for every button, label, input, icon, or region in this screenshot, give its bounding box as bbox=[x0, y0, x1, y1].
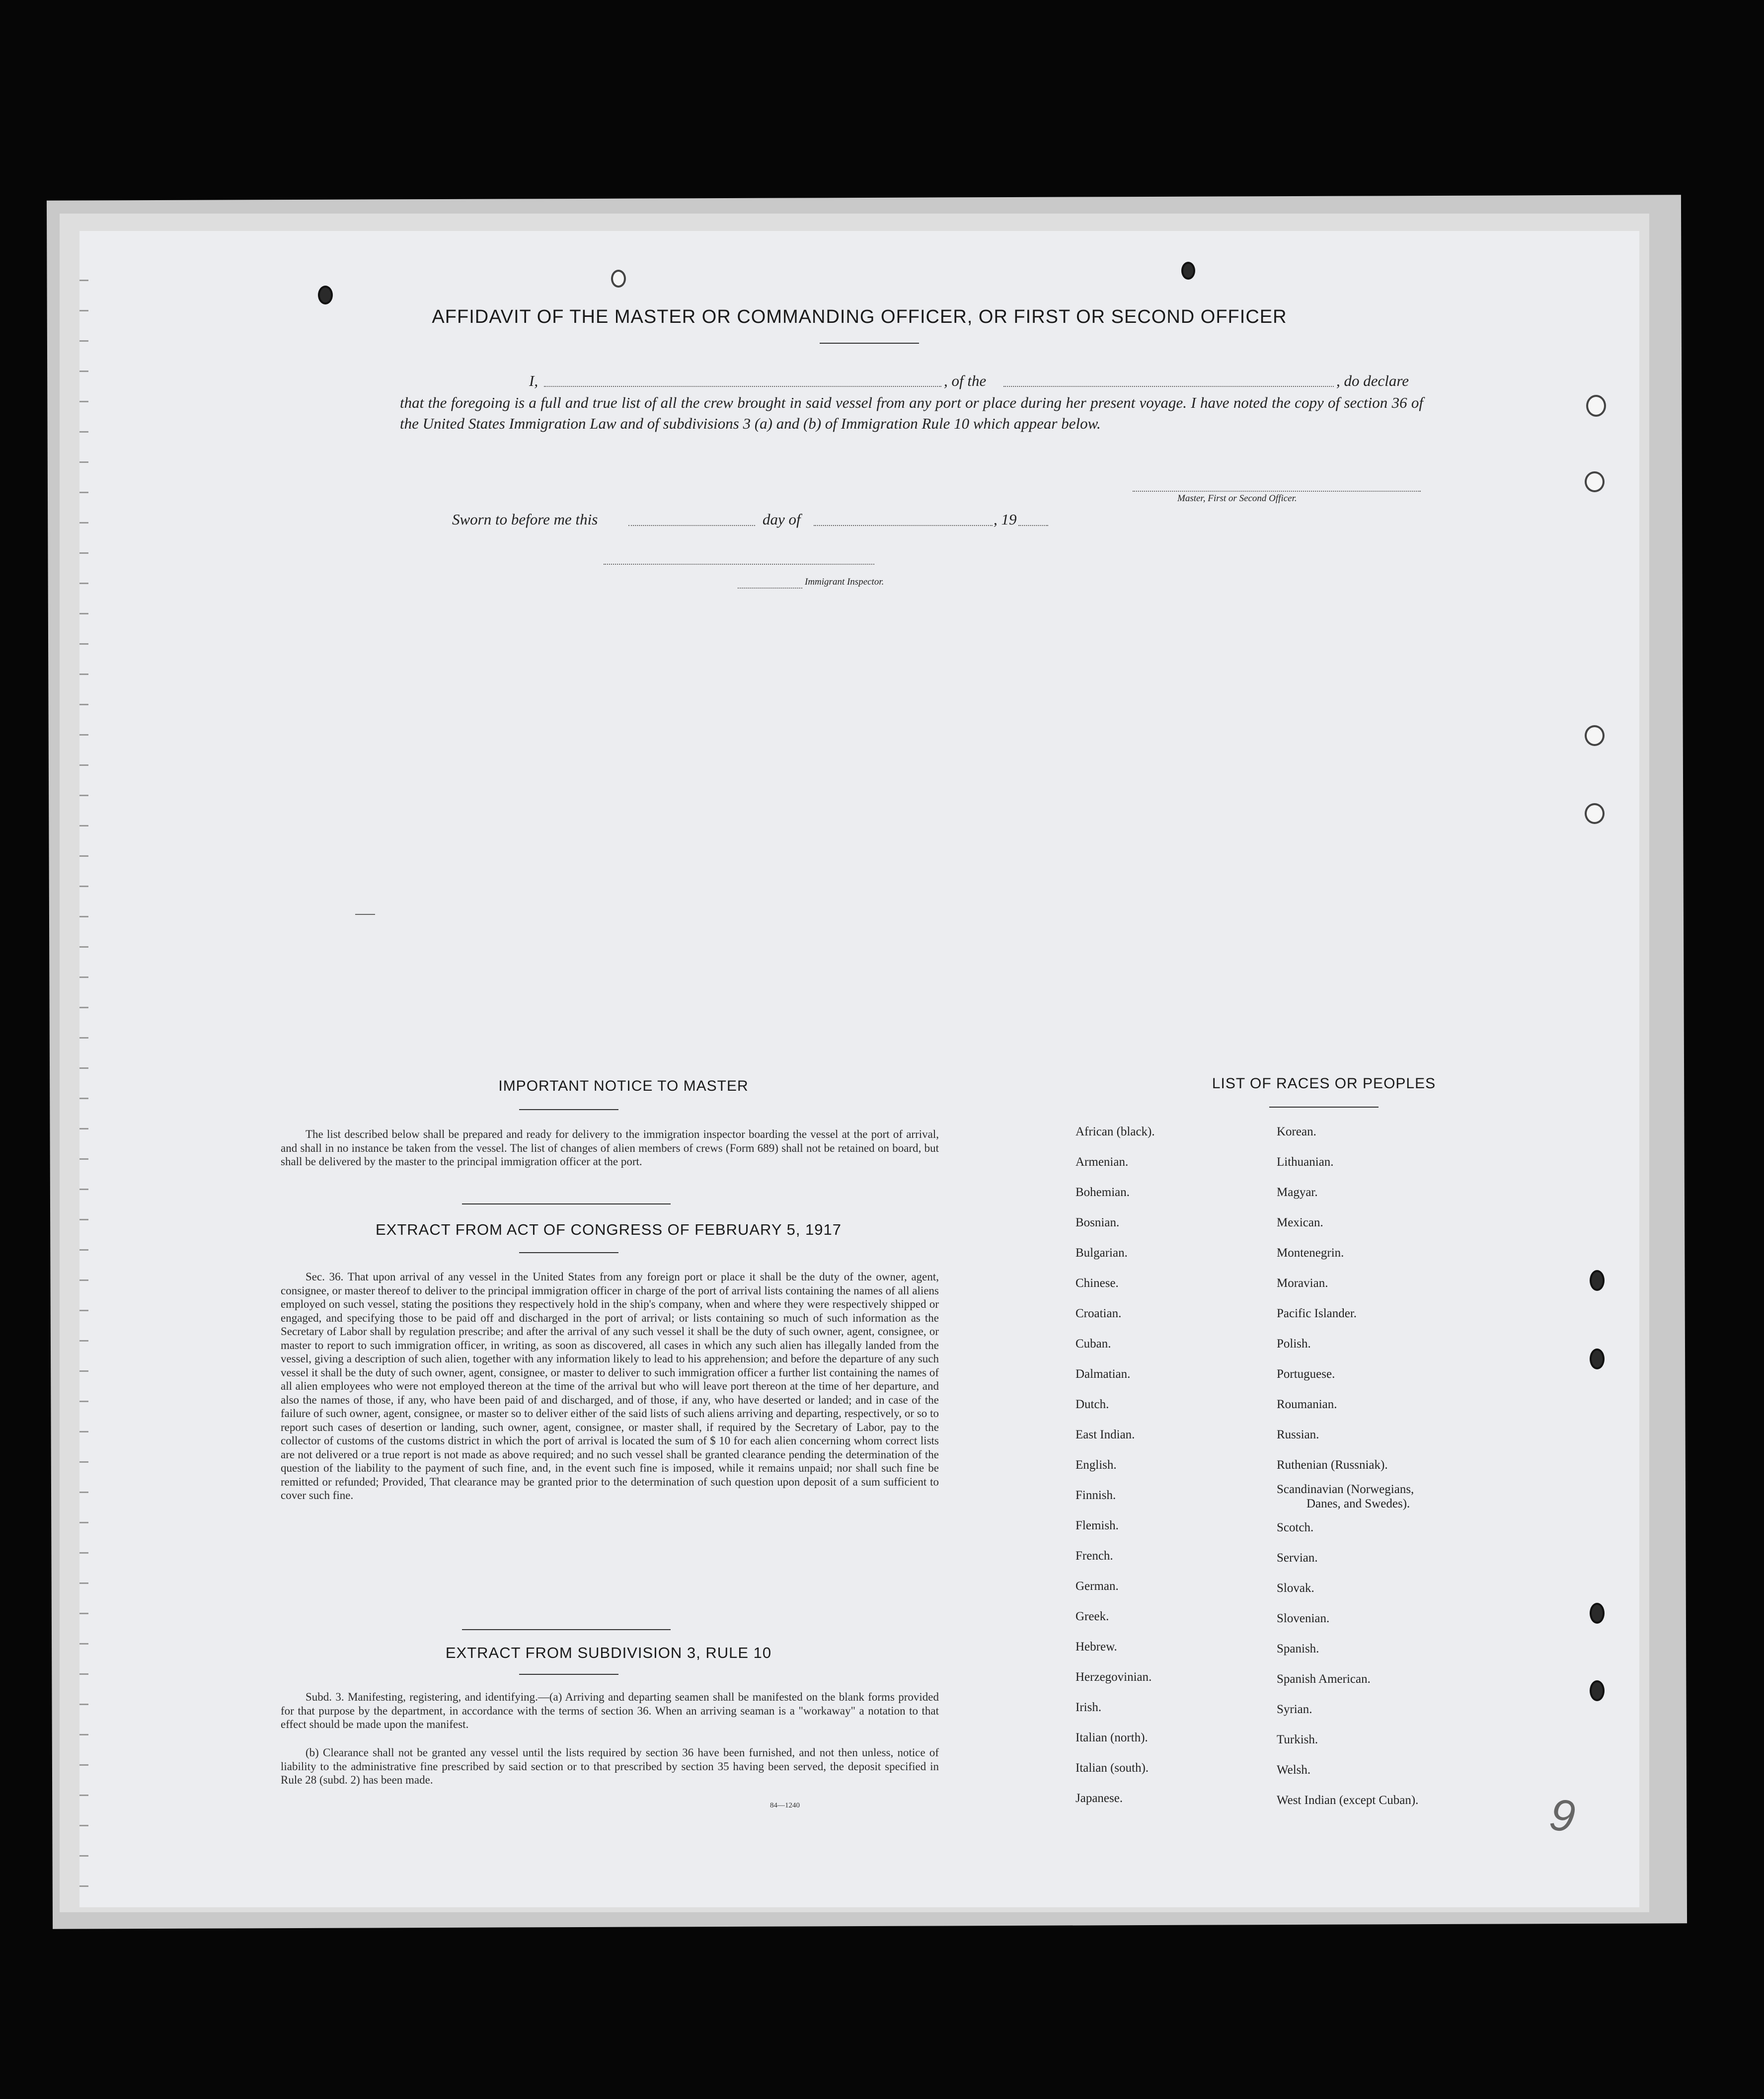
act-bottom-rule bbox=[519, 1252, 618, 1253]
races-rule bbox=[1269, 1107, 1379, 1108]
race-entry: Magyar. bbox=[1277, 1186, 1318, 1199]
notice-rule bbox=[519, 1109, 618, 1110]
race-entry: West Indian (except Cuban). bbox=[1277, 1794, 1419, 1807]
punch-hole-icon bbox=[1590, 1270, 1605, 1291]
race-entry: East Indian. bbox=[1075, 1428, 1135, 1441]
inspector-signature-field[interactable] bbox=[604, 564, 874, 565]
race-entry: Roumanian. bbox=[1277, 1398, 1337, 1411]
races-heading: LIST OF RACES OR PEOPLES bbox=[1212, 1075, 1436, 1092]
notice-heading: IMPORTANT NOTICE TO MASTER bbox=[498, 1078, 749, 1094]
punch-hole-icon bbox=[1590, 1680, 1605, 1701]
race-entry: Ruthenian (Russniak). bbox=[1277, 1458, 1388, 1472]
race-entry: English. bbox=[1075, 1458, 1117, 1472]
scan-mark bbox=[355, 914, 375, 915]
sworn-day-field[interactable] bbox=[628, 525, 755, 526]
title-rule bbox=[820, 343, 919, 344]
race-entry: Moravian. bbox=[1277, 1276, 1328, 1290]
underlying-sheet-ruling bbox=[79, 251, 88, 1890]
race-entry: French. bbox=[1075, 1549, 1113, 1563]
affidavit-title: AFFIDAVIT OF THE MASTER OR COMMANDING OFFICER, OR FIRST OR SECOND OFFICER bbox=[432, 306, 1287, 327]
race-entry: Russian. bbox=[1277, 1428, 1319, 1441]
race-entry: Croatian. bbox=[1075, 1307, 1122, 1320]
section-36-text: Sec. 36. That upon arrival of any vessel in the United States from any foreign port or place it shall be the duty of the owner, agent, consignee, or master thereof to deliver to the principal immigration officer in charge of the port of arrival lists containing the names of all aliens employed on such vessel, stating the positions they respectively hold in the ship's company, when and where they were respectively shipped or engaged, and specifying those to be paid off and discharged in the port of arrival; or lists containing so much of such information as the Secretary of Labor shall by regulation prescribe; and after the arrival of any such vessel it shall be the duty of such owner, agent, consignee, or master to report to such immigration officer, in writing, as soon as discovered, all cases in which any such alien has illegally landed from the vessel, giving a description of such alien, together with any information likely to lead to his apprehension; and before the departure of any such vessel it shall be the duty of such owner, agent, consignee, or master to deliver to such immigration officer a further list containing the names of all alien employees who were not employed thereon at the time of the arrival but who will leave port thereon at the time of her departure, and also the names of those, if any, who have been paid of and discharged, and of those, if any, who have deserted or landed; and in case of the failure of such owner, agent, consignee, or master so to deliver either of the said lists of such aliens arriving and departing, respectively, or so to report such cases of desertion or landing, such owner, agent, consignee, or master shall, if required by the Secretary of Labor, pay to the collector of customs of the customs district in which the port of arrival is located the sum of $ 10 for each alien concerning whom correct lists are not delivered or a true report is not made as above required; and no such vessel shall be granted clearance pending the determination of the question of the liability to the payment of such fine, and, in the event such fine is imposed, while it remains unpaid; nor shall such fine be remitted or refunded; Provided, That clearance may be granted prior to the determination of such question upon deposit of a sum sufficient to cover such fine. bbox=[281, 1271, 939, 1501]
subdivision-3a-text: Subd. 3. Manifesting, registering, and identifying.—(a) Arriving and departing seamen shall be manifested on the blank forms provided for that purpose by the department, in accordance with the terms of section 36. When an arriving seaman is a "workaway" a notation to that effect should be made upon the manifest. bbox=[281, 1691, 939, 1730]
race-entry: Cuban. bbox=[1075, 1337, 1111, 1350]
day-of-label: day of bbox=[763, 511, 801, 528]
punch-hole-icon bbox=[1590, 1349, 1605, 1369]
punch-hole-icon bbox=[1585, 725, 1605, 746]
race-entry: Syrian. bbox=[1277, 1703, 1312, 1716]
race-entry: Flemish. bbox=[1075, 1519, 1119, 1532]
race-entry: Spanish. bbox=[1277, 1642, 1319, 1655]
race-entry: Bulgarian. bbox=[1075, 1246, 1128, 1260]
master-signature-field[interactable] bbox=[1133, 491, 1421, 492]
declare-label: , do declare bbox=[1336, 372, 1409, 389]
race-entry: Italian (south). bbox=[1075, 1761, 1149, 1775]
race-entry: Polish. bbox=[1277, 1337, 1311, 1350]
rule-top-rule bbox=[462, 1629, 671, 1630]
race-entry: Japanese. bbox=[1075, 1792, 1123, 1805]
handwritten-page-mark: 9 bbox=[1546, 1790, 1578, 1843]
race-entry: African (black). bbox=[1075, 1125, 1155, 1138]
sworn-month-field[interactable] bbox=[814, 525, 993, 526]
vessel-name-field[interactable] bbox=[1003, 386, 1334, 387]
race-entry: Greek. bbox=[1075, 1610, 1109, 1623]
race-entry: Danes, and Swedes). bbox=[1306, 1497, 1410, 1510]
race-entry: Servian. bbox=[1277, 1551, 1318, 1565]
race-entry: Portuguese. bbox=[1277, 1367, 1335, 1381]
notice-text: The list described below shall be prepared and ready for delivery to the immigration inspector boarding the vessel at the port of arrival, and shall in no instance be taken from the vessel. The list of changes of alien members of crews (Form 689) shall not be retained on board, but shall be delivered by the master to the principal immigration officer at the port. bbox=[281, 1128, 939, 1168]
of-the-label: , of the bbox=[944, 372, 987, 389]
punch-hole-icon bbox=[318, 286, 333, 304]
sworn-label: Sworn to before me this bbox=[452, 511, 598, 528]
rule-heading: EXTRACT FROM SUBDIVISION 3, RULE 10 bbox=[445, 1644, 772, 1661]
race-entry: Herzegovinian. bbox=[1075, 1670, 1152, 1684]
race-entry: Turkish. bbox=[1277, 1733, 1318, 1746]
race-entry: Bosnian. bbox=[1075, 1216, 1120, 1229]
act-top-rule bbox=[462, 1203, 671, 1204]
race-entry: Slovenian. bbox=[1277, 1612, 1330, 1625]
affidavit-statement: that the foregoing is a full and true list of all the crew brought in said vessel from any port or place during her present voyage. I have noted the copy of section 36 of the United States Immigration Law and of subdivisions 3 (a) and (b) of Immigration Rule 10 which appear below. bbox=[400, 394, 1423, 432]
punch-hole-icon bbox=[611, 270, 626, 288]
year-label: , 19 bbox=[994, 511, 1017, 528]
inspector-label: Immigrant Inspector. bbox=[805, 577, 884, 587]
punch-hole-icon bbox=[1585, 803, 1605, 824]
race-entry: Mexican. bbox=[1277, 1216, 1323, 1229]
race-entry: Scandinavian (Norwegians, bbox=[1277, 1483, 1414, 1496]
race-entry: Spanish American. bbox=[1277, 1672, 1371, 1686]
affiant-i: I, bbox=[529, 372, 538, 389]
race-entry: Pacific Islander. bbox=[1277, 1307, 1357, 1320]
race-entry: Finnish. bbox=[1075, 1489, 1116, 1502]
form-number: 84—1240 bbox=[770, 1801, 800, 1809]
affiant-name-field[interactable] bbox=[544, 386, 941, 387]
punch-hole-icon bbox=[1181, 262, 1195, 280]
master-signature-label: Master, First or Second Officer. bbox=[1177, 493, 1297, 504]
punch-hole-icon bbox=[1586, 395, 1606, 417]
inspector-signature-field-short bbox=[738, 588, 802, 589]
race-entry: Bohemian. bbox=[1075, 1186, 1130, 1199]
punch-hole-icon bbox=[1590, 1603, 1605, 1624]
race-entry: German. bbox=[1075, 1579, 1119, 1593]
race-entry: Scotch. bbox=[1277, 1521, 1314, 1534]
punch-hole-icon bbox=[1585, 471, 1605, 492]
sworn-year-field[interactable] bbox=[1018, 525, 1048, 526]
race-entry: Lithuanian. bbox=[1277, 1155, 1334, 1169]
race-entry: Hebrew. bbox=[1075, 1640, 1117, 1653]
race-entry: Welsh. bbox=[1277, 1763, 1311, 1777]
race-entry: Slovak. bbox=[1277, 1581, 1314, 1595]
race-entry: Dutch. bbox=[1075, 1398, 1109, 1411]
subdivision-3b-text: (b) Clearance shall not be granted any vessel until the lists required by section 36 have been furnished, and not then unless, notice of liability to the administrative fine prescribed by said section or to that prescribed by section 35 having been served, the deposit specified in Rule 28 (subd. 2) has been made. bbox=[281, 1746, 939, 1786]
act-heading: EXTRACT FROM ACT OF CONGRESS OF FEBRUARY 5, 1917 bbox=[375, 1221, 842, 1238]
race-entry: Korean. bbox=[1277, 1125, 1316, 1138]
race-entry: Irish. bbox=[1075, 1701, 1102, 1714]
race-entry: Italian (north). bbox=[1075, 1731, 1148, 1744]
race-entry: Armenian. bbox=[1075, 1155, 1129, 1169]
manifest-page bbox=[79, 231, 1639, 1907]
race-entry: Dalmatian. bbox=[1075, 1367, 1131, 1381]
race-entry: Chinese. bbox=[1075, 1276, 1119, 1290]
rule-bottom-rule bbox=[519, 1674, 618, 1675]
race-entry: Montenegrin. bbox=[1277, 1246, 1344, 1260]
